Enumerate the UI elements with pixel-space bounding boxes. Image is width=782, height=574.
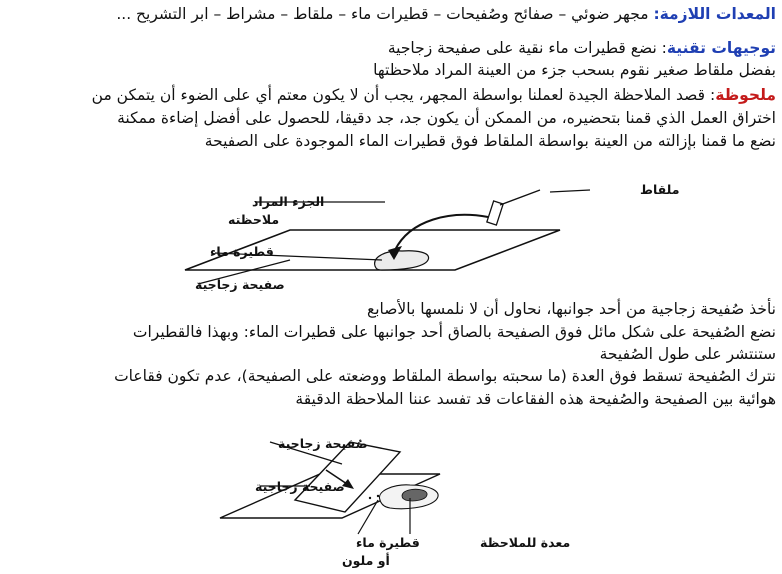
- equipment-list: مجهر ضوئي – صفائح وصُفيحات – قطيرات ماء – ملقاط – مشراط – ابر التشريح ...: [116, 5, 649, 23]
- steps-line-1: نأخذ صُفيحة زجاجية من أحد جوانبها، نحاول أن لا نلمسها بالأصابع: [366, 300, 776, 318]
- label-part: الجزء المراد: [252, 194, 325, 209]
- equipment-heading: المعدات اللازمة: [659, 5, 776, 23]
- steps-line-3: ستنتشر على طول الصُفيحة: [599, 345, 776, 363]
- tips-heading: توجيهات تقنية: [666, 39, 776, 57]
- figure-slide-preparation: [110, 180, 680, 298]
- note-text-1: : قصد الملاحظة الجيدة لعملنا بواسطة المجهر، يجب أن لا يكون معتم أي على الضوء أن يتمكن من: [91, 86, 716, 104]
- label-forceps: ملقاط: [640, 182, 680, 197]
- bubble-dot: [377, 495, 379, 497]
- note-line-2: اختراق العمل الذي قمنا بتحضيره، من الممكن أن يكون جد، جد دقيقا، للحصول على أفضل إضاءة ممكنة: [117, 109, 776, 127]
- label-sample: معدة للملاحظة: [480, 535, 571, 550]
- note-line-1: [4, 85, 776, 105]
- forceps-arm: [500, 190, 540, 205]
- label-slide-2: صفيحة زجاجية: [255, 479, 345, 494]
- label-part-2: ملاحظته: [228, 212, 280, 227]
- label-drop-2b: أو ملون: [342, 553, 390, 568]
- figure-coverslip-placement: [110, 434, 571, 572]
- note-heading: ملحوظة: [715, 86, 776, 104]
- equipment-line: [4, 4, 776, 24]
- tips-text-1: : نضع قطيرات ماء نقية على صفيحة زجاجية: [387, 39, 667, 57]
- tips-line-1: [4, 38, 776, 58]
- equipment-colon: :: [653, 5, 660, 23]
- steps-line-5: هوائية بين الصفيحة والصُفيحة هذه الفقاعات قد تفسد عننا الملاحظة الدقيقة: [295, 390, 776, 408]
- forceps-pointer: [550, 190, 590, 192]
- label-coverslip: صُفيحة زجاجية: [278, 436, 368, 451]
- sample-shape: [402, 489, 427, 501]
- note-line-3: نضع ما قمنا بإزالته من العينة بواسطة الملقاط فوق قطيرات الماء الموجودة على الصفيحة: [204, 132, 776, 150]
- steps-line-2: نضع الصُفيحة على شكل مائل فوق الصفيحة بالصاق أحد جوانبها على قطيرات الماء: وبهذا فالقطيرات: [132, 323, 776, 341]
- tips-line-2: بفضل ملقاط صغير نقوم بسحب جزء من العينة المراد ملاحظتها: [373, 61, 776, 79]
- label-drop-2: قطيرة ماء: [356, 535, 420, 550]
- label-slide: صفيحة زجاجية: [195, 277, 285, 292]
- label-drop: قطيرة ماء: [210, 244, 274, 259]
- steps-line-4: نترك الصُفيحة تسقط فوق العدة (ما سحبته بواسطة الملقاط ووضعته على الصفيحة)، عدم تكون فقاعات: [114, 367, 776, 385]
- bubble-dot: [369, 497, 371, 499]
